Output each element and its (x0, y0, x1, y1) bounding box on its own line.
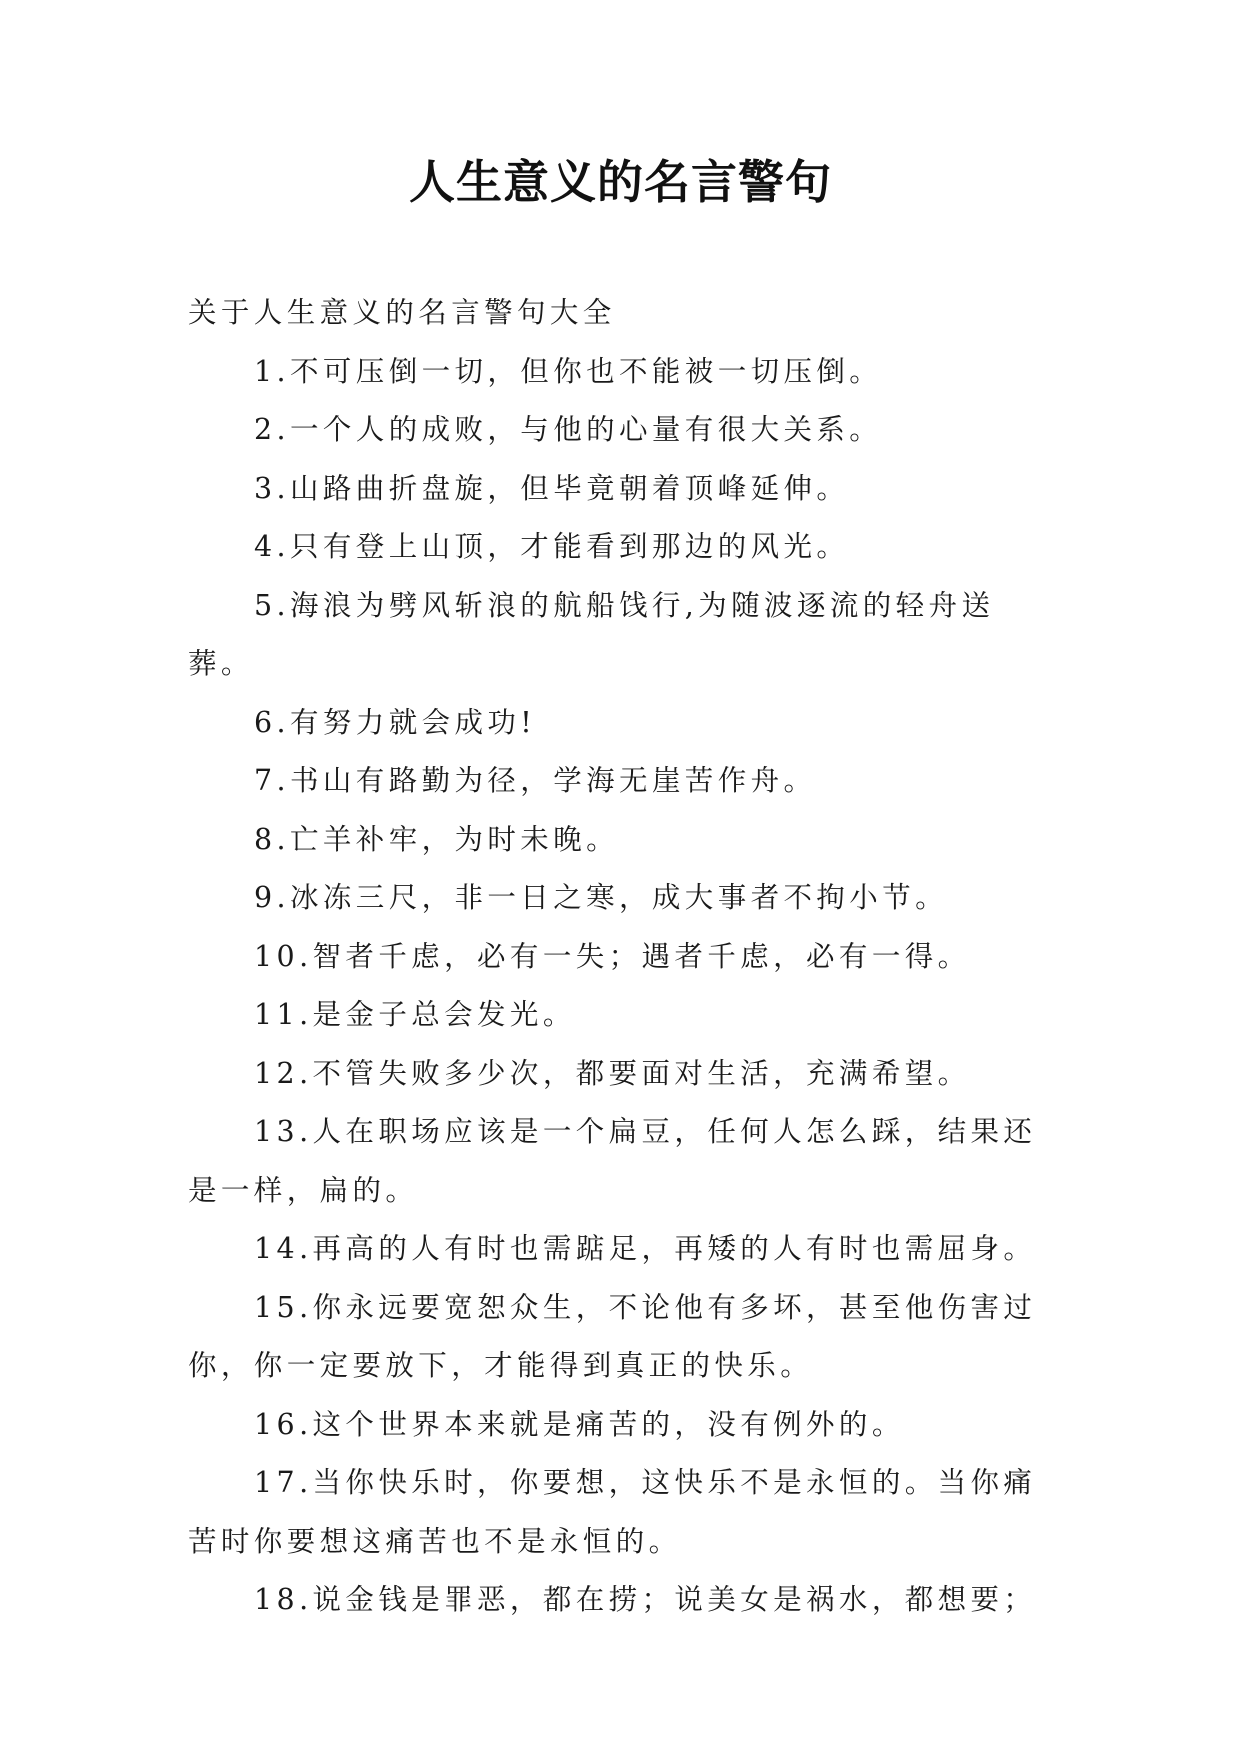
quote-item: 4.只有登上山顶，才能看到那边的风光。 (254, 530, 850, 563)
quote-item: 10.智者千虑，必有一失；遇者千虑，必有一得。 (254, 939, 971, 973)
quote-item: 16.这个世界本来就是痛苦的，没有例外的。 (254, 1407, 905, 1441)
quote-item: 11.是金子总会发光。 (254, 998, 576, 1031)
document-body (188, 284, 1053, 1630)
quote-item: 7.书山有路勤为径，学海无崖苦作舟。 (254, 764, 817, 797)
document-title: 人生意义的名言警句 (409, 155, 832, 209)
quote-item: 14.再高的人有时也需踮足，再矮的人有时也需屈身。 (254, 1232, 1037, 1265)
quote-item: 3.山路曲折盘旋，但毕竟朝着顶峰延伸。 (254, 471, 850, 505)
quote-item: 6.有努力就会成功! (254, 705, 537, 739)
quote-item: 2.一个人的成败，与他的心量有很大关系。 (254, 413, 883, 446)
quote-item: 17.当你快乐时，你要想，这快乐不是永恒的。当你痛苦时你要想这痛苦也不是永恒的。 (188, 1466, 1037, 1558)
quote-item: 1.不可压倒一切，但你也不能被一切压倒。 (254, 354, 883, 388)
quote-item: 9.冰冻三尺，非一日之寒，成大事者不拘小节。 (254, 881, 948, 914)
quote-item: 13.人在职场应该是一个扁豆，任何人怎么踩，结果还是一样，扁的。 (188, 1115, 1037, 1207)
quote-item: 8.亡羊补牢，为时未晚。 (254, 822, 619, 856)
quote-item: 12.不管失败多少次，都要面对生活，充满希望。 (254, 1056, 971, 1090)
quote-item: 18.说金钱是罪恶，都在捞；说美女是祸水，都想要； (254, 1583, 1037, 1616)
intro-paragraph: 关于人生意义的名言警句大全 (188, 296, 616, 329)
quote-item: 5.海浪为劈风斩浪的航船饯行,为随波逐流的轻舟送葬。 (188, 588, 995, 680)
quote-item: 15.你永远要宽恕众生，不论他有多坏，甚至他伤害过你，你一定要放下，才能得到真正的快乐。 (188, 1290, 1037, 1382)
